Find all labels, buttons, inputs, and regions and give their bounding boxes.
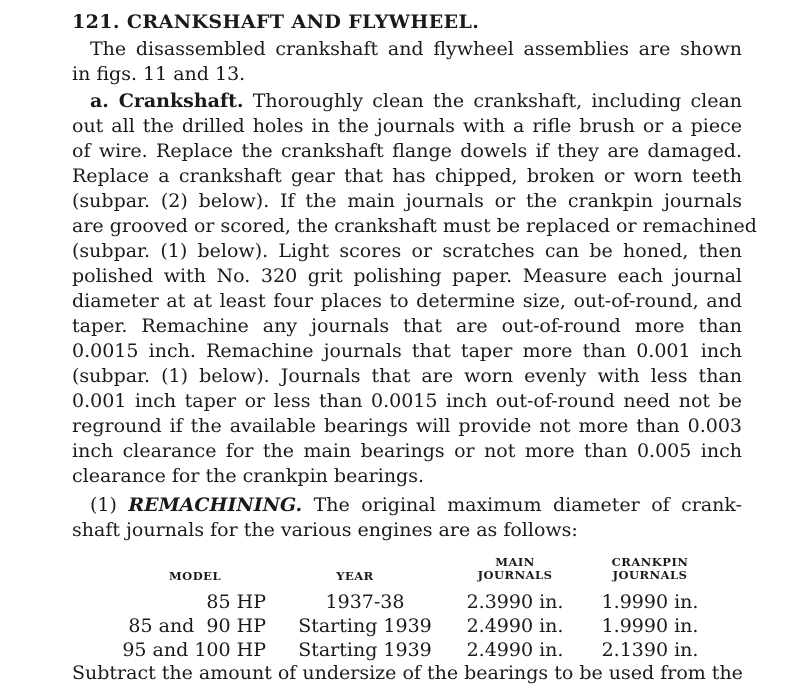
paragraph-line: of wire. Replace the crankshaft flange dowels if they are damaged.: [72, 140, 742, 162]
paragraph-line: 0.0015 inch. Remachine journals that taper more than 0.001 inch: [72, 340, 742, 362]
paragraph-line: inch clearance for the main bearings or not more than 0.005 inch: [72, 440, 742, 462]
col-header-main-1: MAIN: [495, 555, 535, 569]
paragraph-line: diameter at at least four places to determine size, out-of-round, and: [72, 290, 742, 312]
remachining-second-line: shaft journals for the various engines are as follows:: [72, 519, 578, 541]
cell-crankpin: 1.9990 in.: [601, 615, 699, 637]
remachining-first-line-text: The original maximum diameter of crank-: [302, 494, 742, 516]
paragraph-line: (subpar. (1) below). Journals that are worn evenly with less than: [72, 365, 742, 387]
remachining-title: REMACHINING.: [128, 494, 303, 516]
col-header-year: YEAR: [336, 569, 374, 583]
col-header-crankpin-2: JOURNALS: [612, 568, 688, 582]
paragraph-line: are grooved or scored, the crankshaft must be replaced or remachined: [72, 215, 757, 237]
paragraph-line: polished with No. 320 grit polishing paper. Measure each journal: [72, 265, 742, 287]
paragraph-line: 0.001 inch taper or less than 0.0015 inch out-of-round need not be: [72, 390, 742, 412]
paragraph-line: taper. Remachine any journals that are out-of-round more than: [72, 315, 742, 337]
closing-line: Subtract the amount of undersize of the bearings to be used from the: [72, 662, 743, 684]
cell-model: 95 and 100 HP: [122, 639, 266, 661]
crankshaft-first-line-text: Thoroughly clean the crankshaft, including clean: [243, 90, 743, 112]
crankshaft-first-line: [90, 89, 742, 114]
cell-crankpin: 1.9990 in.: [601, 591, 699, 613]
paragraph-line: reground if the available bearings will provide not more than 0.003: [72, 415, 742, 437]
intro-line: in figs. 11 and 13.: [72, 63, 246, 85]
col-header-model: MODEL: [168, 569, 222, 583]
paragraph-line: Replace a crankshaft gear that has chipped, broken or worn teeth: [72, 165, 742, 187]
remachining-first-line: [90, 493, 742, 518]
cell-year: Starting 1939: [298, 615, 432, 637]
section-heading: 121. CRANKSHAFT AND FLYWHEEL.: [72, 11, 480, 33]
cell-year: Starting 1939: [298, 639, 432, 661]
col-header-main-2: JOURNALS: [477, 568, 553, 582]
intro-line: The disassembled crankshaft and flywheel assemblies are shown: [90, 38, 742, 60]
paragraph-line: (subpar. (1) below). Light scores or scratches can be honed, then: [72, 240, 742, 262]
paragraph-line: out all the drilled holes in the journals with a rifle brush or a piece: [72, 115, 742, 137]
paragraph-line: (subpar. (2) below). If the main journals or the crankpin journals: [72, 190, 742, 212]
cell-crankpin: 2.1390 in.: [601, 639, 699, 661]
paragraph-last-line: clearance for the crankpin bearings.: [72, 465, 425, 487]
col-header-crankpin-1: CRANKPIN: [611, 555, 689, 569]
cell-main: 2.4990 in.: [466, 639, 564, 661]
cell-main: 2.4990 in.: [466, 615, 564, 637]
cell-main: 2.3990 in.: [466, 591, 564, 613]
cell-model: 85 and 90 HP: [128, 615, 266, 637]
crankshaft-runin: a. Crankshaft.: [90, 90, 244, 112]
cell-year: 1937-38: [325, 591, 405, 613]
cell-model: 85 HP: [206, 591, 266, 613]
subpar-number: (1): [90, 494, 117, 516]
